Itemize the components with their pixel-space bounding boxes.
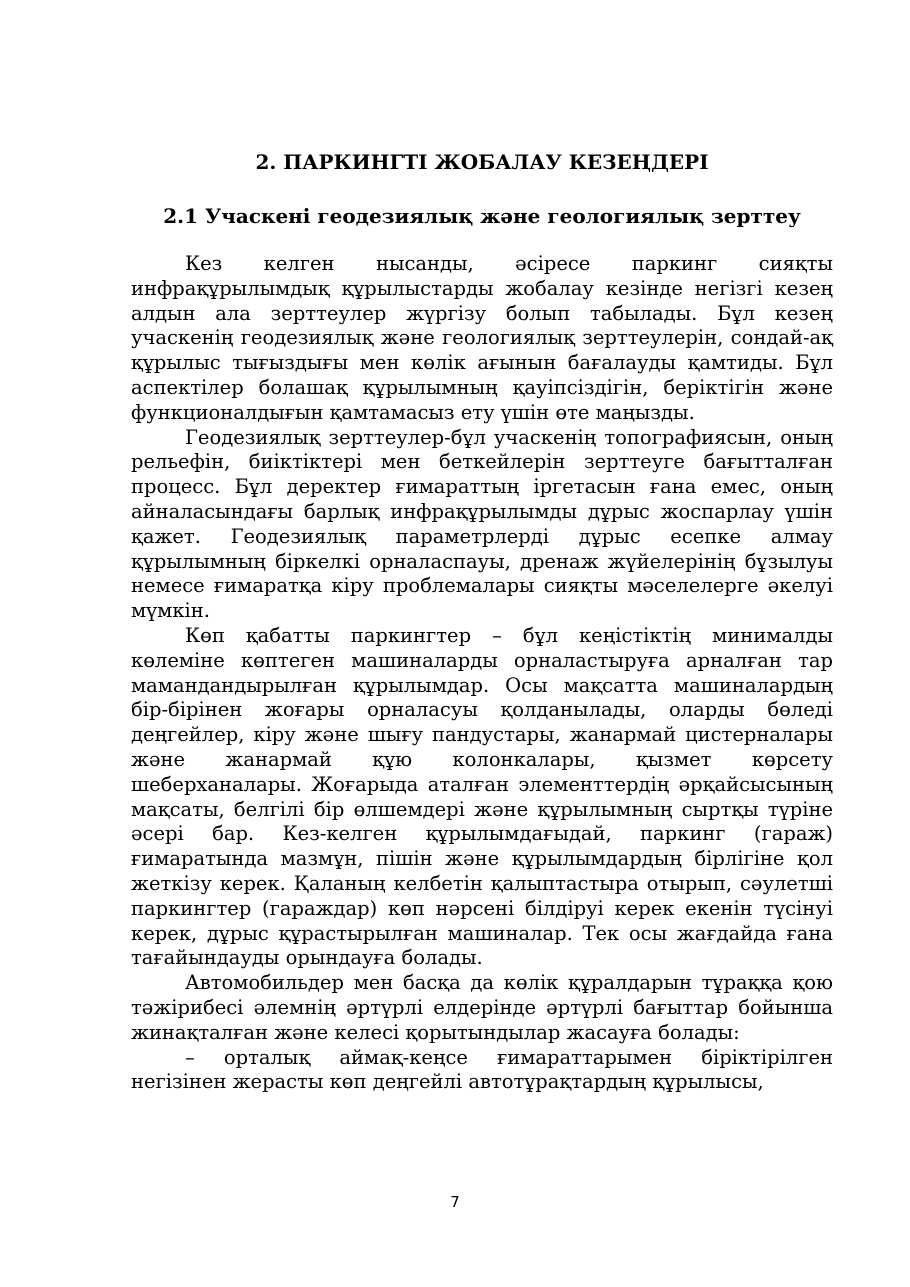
body-text [131, 252, 833, 1095]
paragraph-intro: Кез келген нысанды, әсіресе паркинг сияқты инфрақұрылымдық құрылыстарды жобалау кезінде негізгі кезең алдын ала зерттеулер жүргізу болып табылады. Бұл кезең учаскенің геодезиялық және геологиялық зерттеулерін, сондай-ақ құрылыс тығыздығы мен көлік ағынын бағалауды қамтиды. Бұл аспектілер болашақ құрылымның қауіпсіздігін, беріктігін және функционалдығын қамтамасыз ету үшін өте маңызды. [131, 252, 833, 424]
paragraph-parking-practice: Автомобильдер мен басқа да көлік құралдарын тұраққа қою тәжірибесі әлемнің әртүрлі елдерінде әртүрлі бағыттар бойынша жинақталған және келесі қорытындылар жасауға болады: [131, 971, 833, 1044]
paragraph-geodesy: Геодезиялық зерттеулер-бұл учаскенің топографиясын, оның рельефін, биіктіктері мен беткейлерін зерттеуге бағытталған процесс. Бұл деректер ғимараттың іргетасын ғана емес, оның айналасындағы барлық инфрақұрылымды дұрыс жоспарлау үшін қажет. Геодезиялық параметрлерді дұрыс есепке алмау құрылымның біркелкі орналаспауы, дренаж жүйелерінің бұзылуы немесе ғимаратқа кіру проблемалары сияқты мәселелерге әкелуі мүмкін. [131, 425, 833, 623]
paragraph-list-item: – орталық аймақ-кеңсе ғимараттарымен біріктірілген негізінен жерасты көп деңгейлі автотұрақтардың құрылысы, [131, 1045, 833, 1094]
chapter-title: 2. ПАРКИНГТІ ЖОБАЛАУ КЕЗЕҢДЕРІ [255, 150, 709, 174]
paragraph-multilevel-parking: Көп қабатты паркингтер – бұл кеңістіктің минималды көлеміне көптеген машиналарды орналастыруға арналған тар мамандандырылған құрылымдар. Осы мақсатта машиналардың бір-бірінен жоғары орналасуы қолданылады, оларды бөледі деңгейлер, кіру және шығу пандустары, жанармай цистерналары және жанармай құю колонкалары, қызмет көрсету шеберханалары. Жоғарыда аталған элементтердің әрқайсысының мақсаты, белгілі бір өлшемдері және құрылымның сыртқы түріне әсері бар. Кез-келген құрылымдағыдай, паркинг (гараж) ғимаратында мазмұн, пішін және құрылымдардың бірлігіне қол жеткізу керек. Қаланың келбетін қалыптастыра отырып, сәулетші паркингтер (гараждар) көп нәрсені білдіруі керек екенін түсінуі керек, дұрыс құрастырылған машиналар. Тек осы жағдайда ғана тағайындауды орындауға болады. [131, 623, 833, 970]
page-number: 7 [450, 1193, 460, 1211]
section-title: 2.1 Учаскені геодезиялық және геологиялық зерттеу [163, 204, 801, 228]
page-content [131, 146, 833, 1095]
